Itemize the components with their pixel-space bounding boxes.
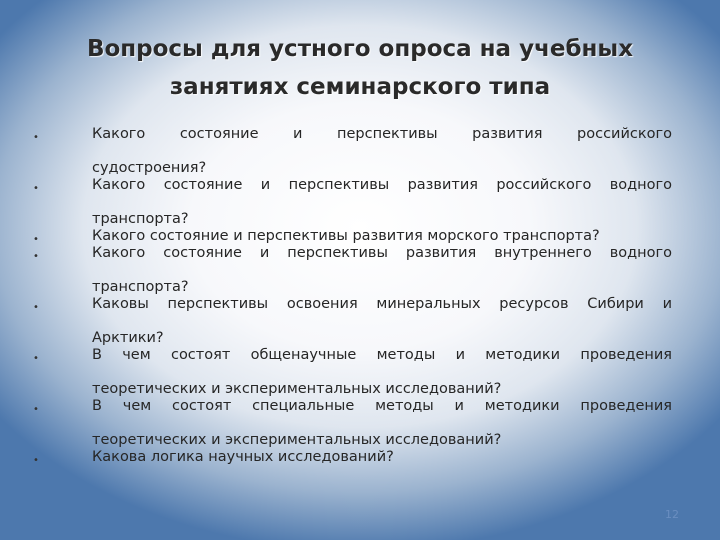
list-item	[0, 449, 720, 466]
bullet-icon: •	[33, 183, 39, 194]
list-item	[0, 245, 720, 296]
list-item-text-line-1: Какова логика научных исследований?	[92, 449, 394, 465]
list-item	[0, 398, 720, 449]
list-item-text-line-2: судостроения?	[92, 160, 207, 176]
list-item-text-line-2: Арктики?	[92, 330, 164, 346]
list-item	[0, 347, 720, 398]
list-item	[0, 126, 720, 177]
bullet-icon: •	[33, 302, 39, 313]
bullet-icon: •	[33, 234, 39, 245]
list-item-text-line-2: теоретических и экспериментальных исследований?	[92, 432, 502, 448]
bullet-icon: •	[33, 132, 39, 143]
list-item-text-line-1: В чем состоят специальные методы и методики проведения	[92, 398, 672, 414]
list-item-text-line-1: Какого состояние и перспективы развития российского	[92, 126, 672, 142]
list-item	[0, 296, 720, 347]
slide-title	[40, 30, 680, 106]
list-item	[0, 177, 720, 228]
list-item-text-line-2: теоретических и экспериментальных исследований?	[92, 381, 502, 397]
list-item-text-line-2: транспорта?	[92, 211, 189, 227]
list-item-text-line-1: Какого состояние и перспективы развития морского транспорта?	[92, 228, 600, 244]
slide-title-line-1: Вопросы для устного опроса на учебных	[86, 36, 634, 62]
bullet-icon: •	[33, 251, 39, 262]
slide-title-line-2: занятиях семинарского типа	[169, 74, 551, 100]
bullet-icon: •	[33, 404, 39, 415]
list-item-text-line-2: транспорта?	[92, 279, 189, 295]
list-item-text-line-1: Каковы перспективы освоения минеральных ресурсов Сибири и	[92, 296, 672, 312]
list-item-text-line-1: В чем состоят общенаучные методы и методики проведения	[92, 347, 672, 363]
page-number: 12	[665, 508, 679, 521]
question-list	[0, 126, 720, 466]
bullet-icon: •	[33, 455, 39, 466]
bullet-icon: •	[33, 353, 39, 364]
list-item-text-line-1: Какого состояние и перспективы развития российского водного	[92, 177, 672, 193]
list-item-text-line-1: Какого состояние и перспективы развития внутреннего водного	[92, 245, 672, 261]
list-item	[0, 228, 720, 245]
